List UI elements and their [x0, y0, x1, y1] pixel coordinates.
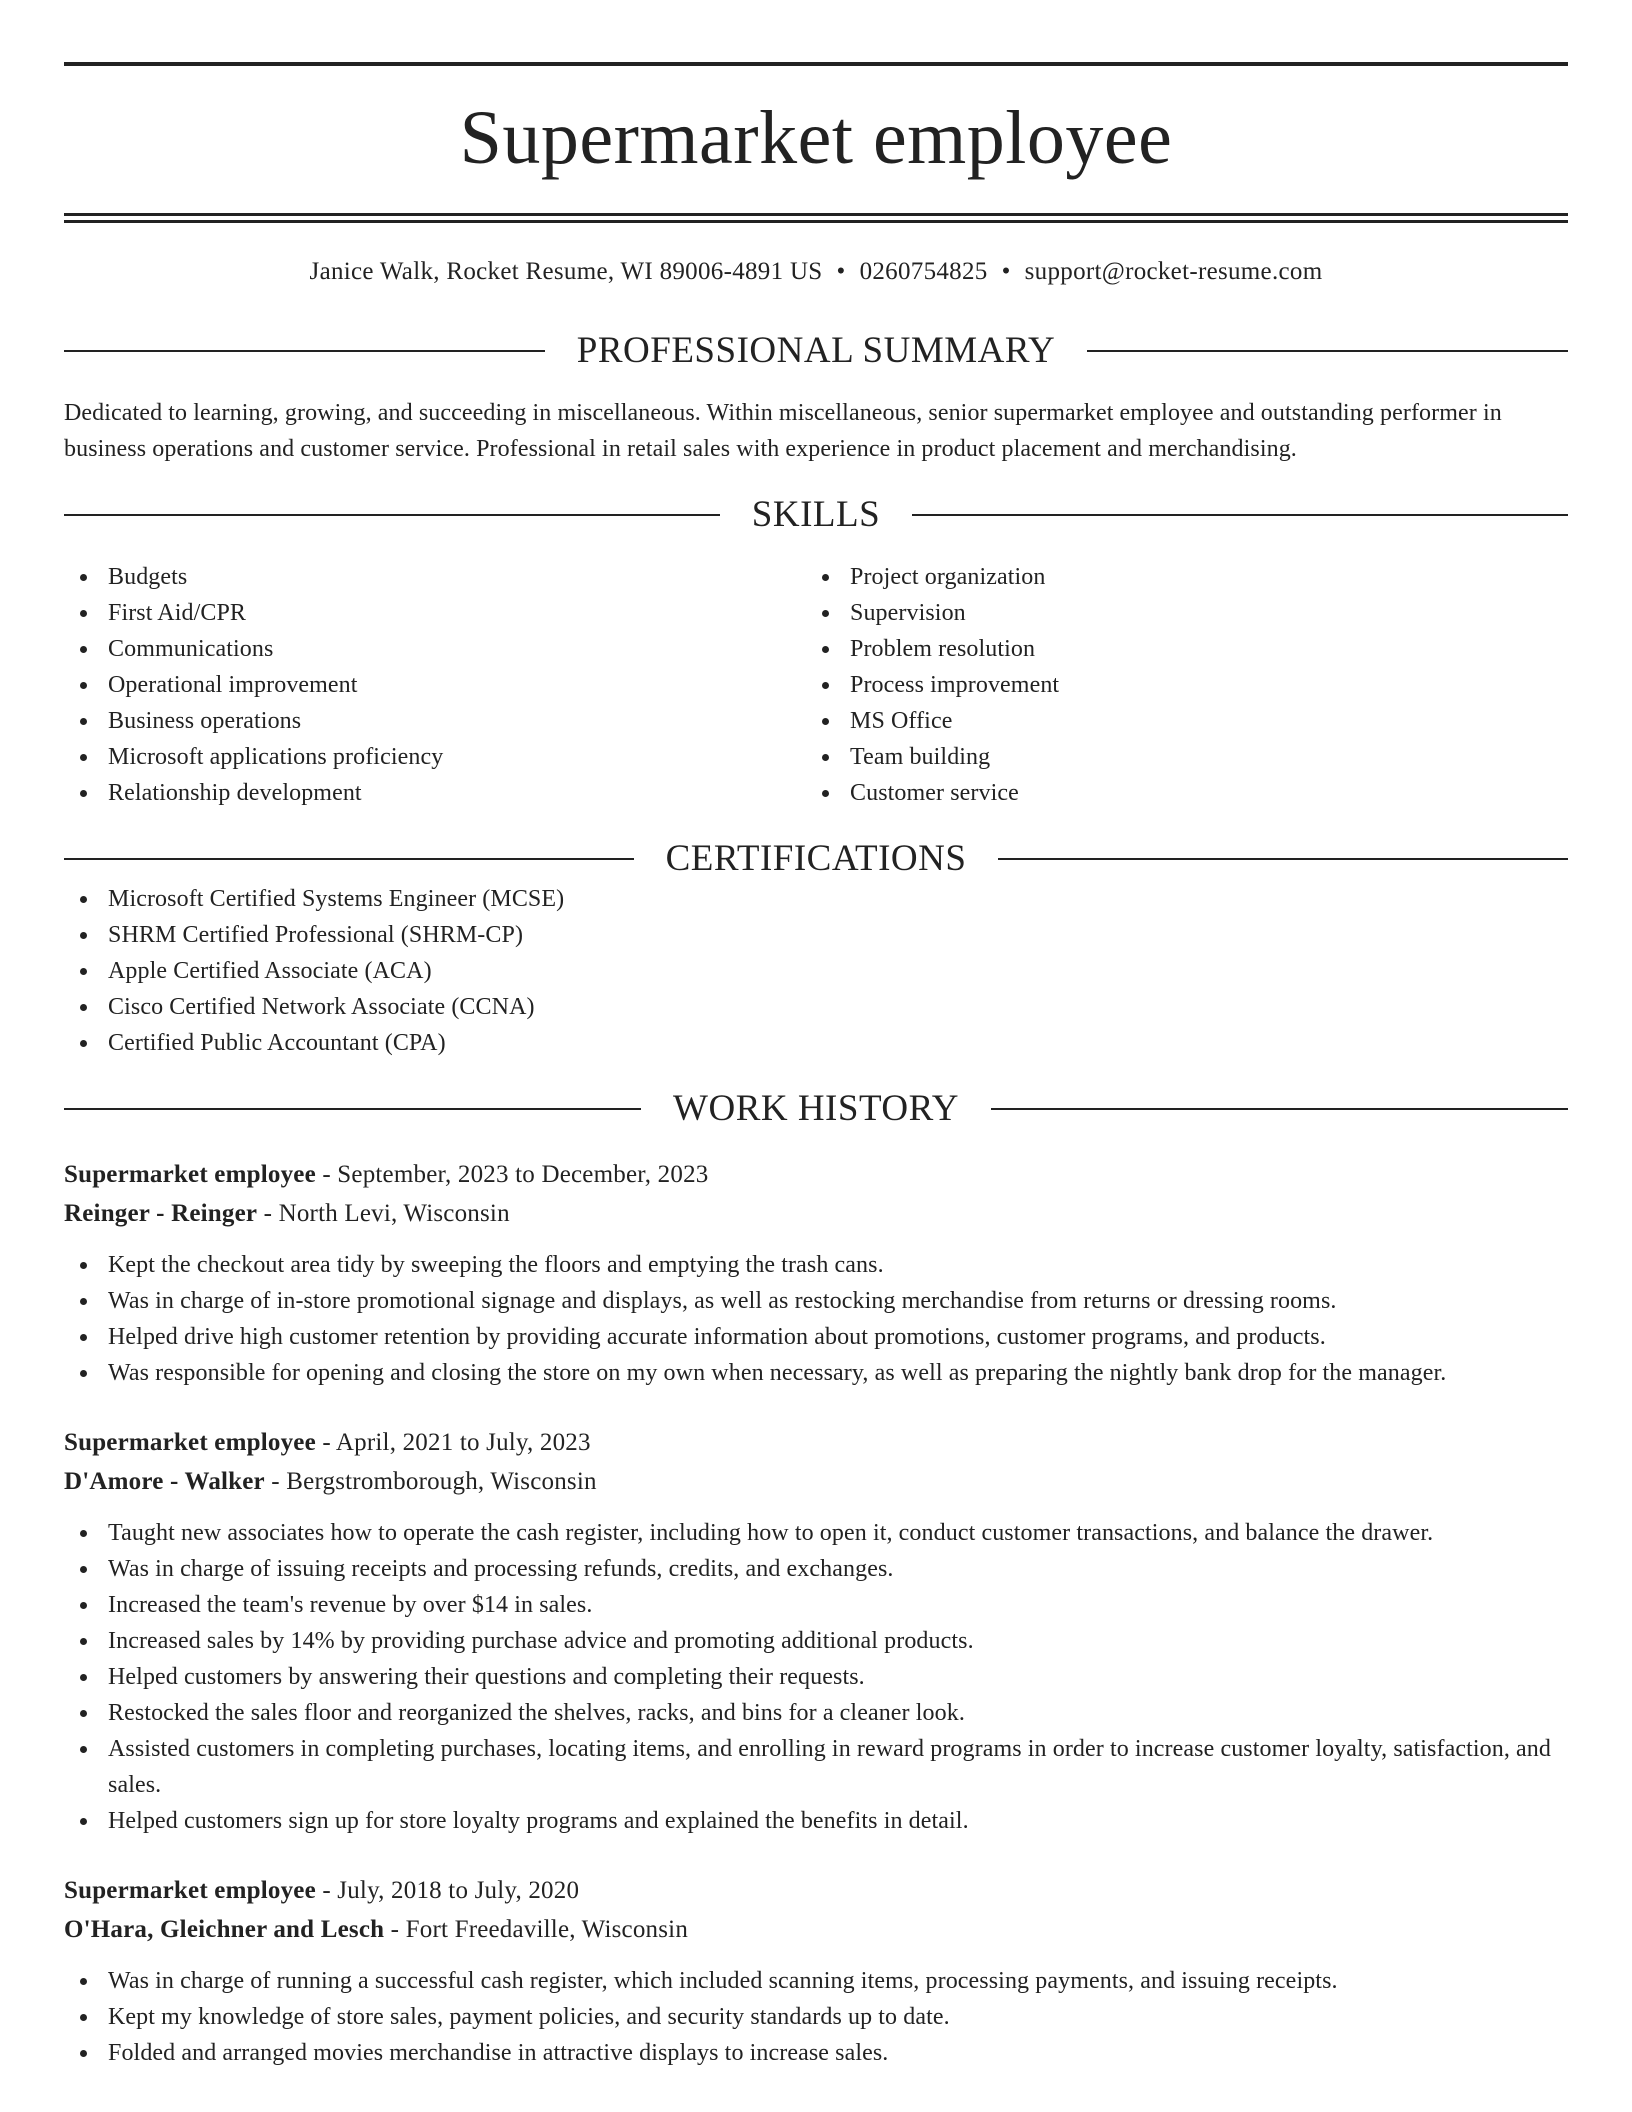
skills-grid [64, 559, 1568, 811]
bullet-icon [80, 1978, 87, 1985]
bullet-icon [80, 1298, 87, 1305]
section-rule-left [64, 514, 720, 516]
bullet-icon [80, 1040, 87, 1047]
job-position-line [64, 1871, 1568, 1910]
skill-item: Communications [64, 631, 806, 667]
job-bullet: Helped customers by answering their questions and completing their requests. [64, 1659, 1568, 1695]
job-location: - North Levi, Wisconsin [257, 1200, 510, 1227]
contact-separator: • [836, 258, 846, 285]
skill-item: Problem resolution [806, 631, 1548, 667]
job-entry [64, 1423, 1568, 1839]
bullet-icon [822, 574, 829, 581]
job-bullets [64, 1515, 1568, 1839]
section-rule-left [64, 350, 545, 352]
job-dates: - September, 2023 to December, 2023 [315, 1161, 709, 1188]
section-header-certifications [64, 837, 1568, 881]
job-bullet: Kept my knowledge of store sales, payment policies, and security standards up to date. [64, 1999, 1568, 2035]
section-title-work-history: WORK HISTORY [673, 1088, 959, 1129]
resume-title: Supermarket employee [459, 96, 1173, 180]
job-dates: - April, 2021 to July, 2023 [315, 1429, 591, 1456]
job-employer-line [64, 1910, 1568, 1949]
bullet-icon [822, 790, 829, 797]
top-rule [64, 62, 1568, 66]
job-bullet: Was in charge of running a successful cash register, which included scanning items, processing payments, and issuing receipts. [64, 1963, 1568, 1999]
section-title-certifications: CERTIFICATIONS [665, 838, 967, 879]
contact-separator: • [1001, 258, 1011, 285]
section-header-work-history [64, 1087, 1568, 1131]
job-bullet: Kept the checkout area tidy by sweeping the floors and emptying the trash cans. [64, 1247, 1568, 1283]
resume-page [64, 0, 1568, 2071]
skill-item: Supervision [806, 595, 1548, 631]
skills-column-right [806, 559, 1548, 811]
job-position-line [64, 1423, 1568, 1462]
bullet-icon [80, 1818, 87, 1825]
contact-line [64, 255, 1568, 289]
job-employer: D'Amore - Walker [64, 1468, 265, 1495]
section-rule-right [998, 858, 1568, 860]
skill-item: Relationship development [64, 775, 806, 811]
job-dates: - July, 2018 to July, 2020 [315, 1877, 580, 1904]
job-location: - Bergstromborough, Wisconsin [264, 1468, 597, 1495]
job-bullet: Restocked the sales floor and reorganized the shelves, racks, and bins for a cleaner look. [64, 1695, 1568, 1731]
section-rule-right [991, 1108, 1568, 1110]
job-position: Supermarket employee [64, 1877, 316, 1904]
bullet-icon [80, 1370, 87, 1377]
certification-item: Microsoft Certified Systems Engineer (MCSE) [64, 881, 1568, 917]
job-bullets [64, 1247, 1568, 1391]
bullet-icon [80, 754, 87, 761]
job-entry [64, 1155, 1568, 1391]
section-rule-left [64, 1108, 641, 1110]
skill-item: Microsoft applications proficiency [64, 739, 806, 775]
job-bullet: Increased sales by 14% by providing purchase advice and promoting additional products. [64, 1623, 1568, 1659]
skill-item: Project organization [806, 559, 1548, 595]
certifications-list [64, 881, 1568, 1061]
skills-list-left [64, 559, 806, 811]
bullet-icon [822, 682, 829, 689]
bullet-icon [822, 718, 829, 725]
bullet-icon [80, 968, 87, 975]
certification-item: Cisco Certified Network Associate (CCNA) [64, 989, 1568, 1025]
contact-phone: 0260754825 [859, 258, 988, 285]
bullet-icon [80, 1602, 87, 1609]
job-bullet: Was in charge of in-store promotional signage and displays, as well as restocking merchandise from returns or dressing rooms. [64, 1283, 1568, 1319]
job-bullet: Assisted customers in completing purchases, locating items, and enrolling in reward programs in order to increase customer loyalty, satisfaction, and sales. [64, 1731, 1568, 1803]
job-bullet: Helped customers sign up for store loyalty programs and explained the benefits in detail. [64, 1803, 1568, 1839]
job-bullet: Increased the team's revenue by over $14 in sales. [64, 1587, 1568, 1623]
section-rule-right [912, 514, 1568, 516]
bullet-icon [80, 718, 87, 725]
bullet-icon [80, 682, 87, 689]
bullet-icon [80, 1710, 87, 1717]
job-bullets [64, 1963, 1568, 2071]
skill-item: Business operations [64, 703, 806, 739]
section-title-summary: PROFESSIONAL SUMMARY [576, 330, 1056, 371]
bullet-icon [80, 1004, 87, 1011]
job-bullet: Folded and arranged movies merchandise in attractive displays to increase sales. [64, 2035, 1568, 2071]
bullet-icon [822, 646, 829, 653]
summary-text: Dedicated to learning, growing, and succeeding in miscellaneous. Within miscellaneous, senior supermarket employee and outstanding performer in business operations and customer service. Professional in retail sales with experience in product placement and merchandising. [64, 400, 1502, 462]
bullet-icon [80, 2014, 87, 2021]
bullet-icon [80, 1638, 87, 1645]
job-employer: Reinger - Reinger [64, 1200, 258, 1227]
certification-item: SHRM Certified Professional (SHRM-CP) [64, 917, 1568, 953]
bullet-icon [80, 790, 87, 797]
job-position: Supermarket employee [64, 1429, 316, 1456]
bullet-icon [80, 646, 87, 653]
skill-item: Operational improvement [64, 667, 806, 703]
job-position: Supermarket employee [64, 1161, 316, 1188]
skill-item: Customer service [806, 775, 1548, 811]
job-position-line [64, 1155, 1568, 1194]
job-bullet: Was in charge of issuing receipts and processing refunds, credits, and exchanges. [64, 1551, 1568, 1587]
contact-address: Janice Walk, Rocket Resume, WI 89006-4891 US [309, 258, 823, 285]
section-header-summary [64, 329, 1568, 373]
bullet-icon [822, 754, 829, 761]
job-location: - Fort Freedaville, Wisconsin [384, 1916, 689, 1943]
skill-item: Process improvement [806, 667, 1548, 703]
certification-item: Certified Public Accountant (CPA) [64, 1025, 1568, 1061]
job-employer-line [64, 1194, 1568, 1233]
job-employer-line [64, 1462, 1568, 1501]
bullet-icon [80, 1566, 87, 1573]
bullet-icon [80, 574, 87, 581]
bullet-icon [80, 1530, 87, 1537]
section-rule-right [1087, 350, 1568, 352]
bullet-icon [822, 610, 829, 617]
section-rule-left [64, 858, 634, 860]
section-header-skills [64, 493, 1568, 537]
job-employer: O'Hara, Gleichner and Lesch [64, 1916, 385, 1943]
bullet-icon [80, 896, 87, 903]
skill-item: Budgets [64, 559, 806, 595]
skills-column-left [64, 559, 806, 811]
skills-list-right [806, 559, 1548, 811]
bullet-icon [80, 610, 87, 617]
contact-email: support@rocket-resume.com [1024, 258, 1323, 285]
bullet-icon [80, 932, 87, 939]
bullet-icon [80, 1262, 87, 1269]
skill-item: First Aid/CPR [64, 595, 806, 631]
bullet-icon [80, 1674, 87, 1681]
skill-item: Team building [806, 739, 1548, 775]
bullet-icon [80, 1334, 87, 1341]
job-entry [64, 1871, 1568, 2071]
section-title-skills: SKILLS [751, 494, 881, 535]
certification-item: Apple Certified Associate (ACA) [64, 953, 1568, 989]
bullet-icon [80, 2050, 87, 2057]
skill-item: MS Office [806, 703, 1548, 739]
title-double-rule [64, 213, 1568, 223]
job-bullet: Helped drive high customer retention by providing accurate information about promotions, customer programs, and products. [64, 1319, 1568, 1355]
bullet-icon [80, 1746, 87, 1753]
job-bullet: Was responsible for opening and closing the store on my own when necessary, as well as preparing the nightly bank drop for the manager. [64, 1355, 1568, 1391]
job-bullet: Taught new associates how to operate the cash register, including how to open it, conduct customer transactions, and balance the drawer. [64, 1515, 1568, 1551]
